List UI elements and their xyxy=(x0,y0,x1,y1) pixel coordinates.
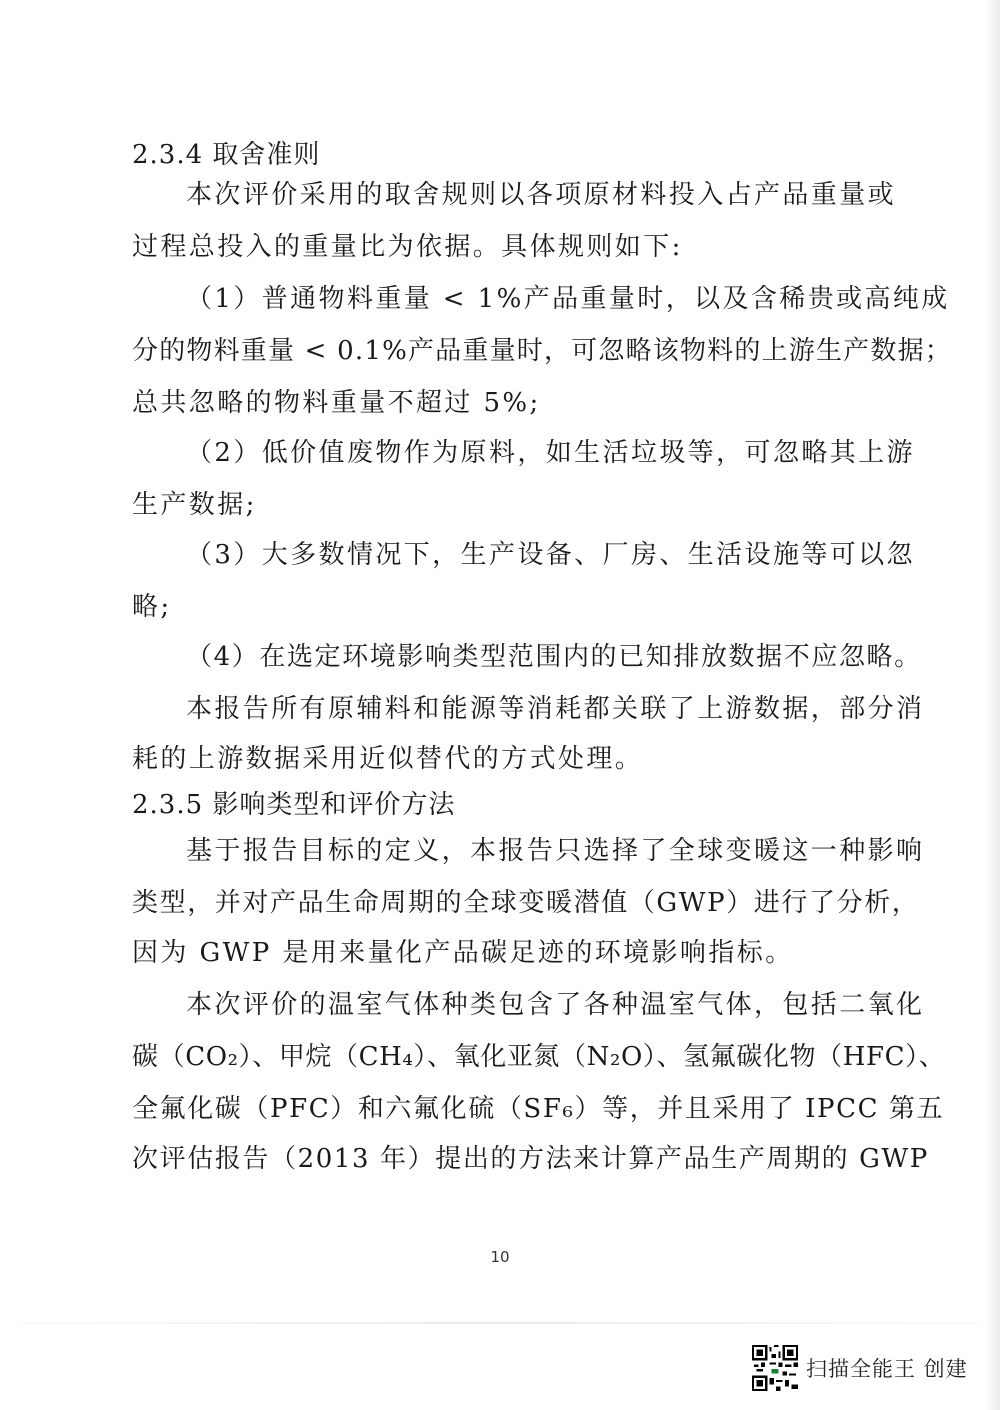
paragraph-line: 次评估报告（2013 年）提出的方法来计算产品生产周期的 GWP xyxy=(132,1144,929,1174)
paragraph-line: 耗的上游数据采用近似替代的方式处理。 xyxy=(132,744,644,774)
paragraph-line: 全氟化碳（PFC）和六氟化硫（SF₆）等，并且采用了 IPCC 第五 xyxy=(132,1094,945,1124)
scan-artifact-line xyxy=(20,1322,980,1324)
paragraph-line: 本次评价采用的取舍规则以各项原材料投入占产品重量或 xyxy=(186,180,897,210)
paragraph-line: 本报告所有原辅料和能源等消耗都关联了上游数据，部分消 xyxy=(186,694,925,724)
watermark-label: 扫描全能王 创建 xyxy=(806,1357,968,1381)
paragraph-line: 过程总投入的重量比为依据。具体规则如下: xyxy=(132,232,683,262)
paragraph-line: 略; xyxy=(132,592,172,622)
section-heading-2-3-5: 2.3.5 影响类型和评价方法 xyxy=(132,790,456,820)
rule-item-2: （2）低价值废物作为原料，如生活垃圾等，可忽略其上游 xyxy=(186,438,915,468)
paragraph-line: 类型，并对产品生命周期的全球变暖潜值（GWP）进行了分析， xyxy=(132,888,920,918)
scanner-watermark xyxy=(752,1344,968,1392)
paragraph-line: 因为 GWP 是用来量化产品碳足迹的环境影响指标。 xyxy=(132,938,794,968)
rule-item-3: （3）大多数情况下，生产设备、厂房、生活设施等可以忽 xyxy=(186,540,915,570)
rule-item-4: （4）在选定环境影响类型范围内的已知排放数据不应忽略。 xyxy=(186,642,922,672)
paragraph-line: 碳（CO₂）、甲烷（CH₄）、氧化亚氮（N₂O）、氢氟碳化物（HFC）、 xyxy=(132,1042,946,1072)
paragraph-line: 总共忽略的物料重量不超过 5%; xyxy=(132,388,541,418)
page-number: 10 xyxy=(490,1248,510,1266)
section-heading-2-3-4: 2.3.4 取舍准则 xyxy=(132,140,321,170)
paragraph-line: 本次评价的温室气体种类包含了各种温室气体，包括二氧化 xyxy=(186,990,925,1020)
page-edge-shadow xyxy=(986,0,1000,1410)
paragraph-line: 生产数据; xyxy=(132,490,257,520)
paragraph-line: 基于报告目标的定义，本报告只选择了全球变暖这一种影响 xyxy=(186,836,925,866)
paragraph-line: 分的物料重量 < 0.1%产品重量时，可忽略该物料的上游生产数据； xyxy=(132,336,952,366)
qr-code-icon xyxy=(752,1345,798,1391)
rule-item-1: （1）普通物料重量 < 1%产品重量时，以及含稀贵或高纯成 xyxy=(186,284,950,314)
